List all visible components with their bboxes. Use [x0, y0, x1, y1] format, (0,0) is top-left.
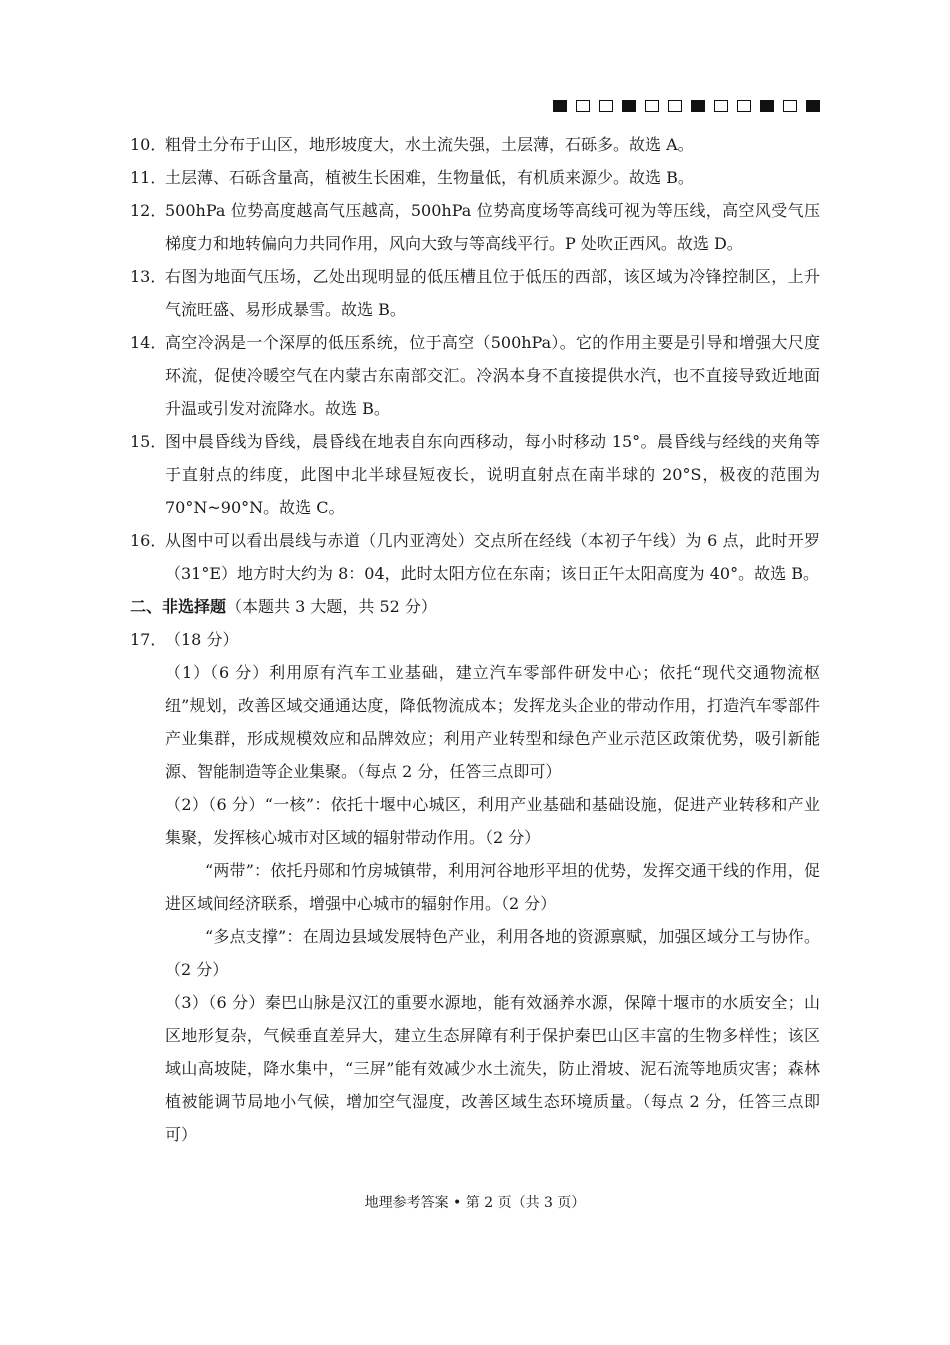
answer-item-16: [130, 524, 820, 590]
question-number: 15．: [130, 432, 167, 451]
header-mark: [553, 100, 567, 112]
answer-text: 高空冷涡是一个深厚的低压系统，位于高空（500hPa）。它的作用主要是引导和增强大尺度环流，促使冷暖空气在内蒙古东南部交汇。冷涡本身不直接提供水汽，也不直接导致近地面升温或引发对流降水。故选 B。: [165, 333, 820, 418]
section-title: 二、非选择题: [130, 597, 227, 616]
q17-part-1: （1）（6 分）利用原有汽车工业基础，建立汽车零部件研发中心；依托“现代交通物流枢纽”规划，改善区域交通通达度，降低物流成本；发挥龙头企业的带动作用，打造汽车零部件产业集群，形成规模效应和品牌效应；利用产业转型和绿色产业示范区政策优势，吸引新能源、智能制造等企业集聚。（每点 2 分，任答三点即可）: [165, 663, 820, 781]
question-17-header: [130, 623, 820, 656]
q17-part-2-multi-point: “多点支撑”：在周边县域发展特色产业，利用各地的资源禀赋，加强区域分工与协作。（2 分）: [165, 927, 820, 979]
question-number: 16．: [130, 531, 167, 550]
q17-part-2-two-belts: “两带”：依托丹郧和竹房城镇带，利用河谷地形平坦的优势，发挥交通干线的作用，促进区域间经济联系，增强中心城市的辐射作用。（2 分）: [165, 861, 820, 913]
header-mark: [760, 100, 774, 112]
q17-part-2: （2）（6 分）“一核”：依托十堰中心城区，利用产业基础和基础设施，促进产业转移和产业集聚，发挥核心城市对区域的辐射带动作用。（2 分）: [165, 795, 820, 847]
header-mark: [622, 100, 636, 112]
header-mark: [691, 100, 705, 112]
question-number: 11．: [130, 168, 167, 187]
answer-item-11: [130, 161, 820, 194]
answer-item-13: [130, 260, 820, 326]
answer-text: 右图为地面气压场，乙处出现明显的低压槽且位于低压的西部，该区域为冷锋控制区，上升气流旺盛、易形成暴雪。故选 B。: [165, 267, 820, 319]
answer-text: 从图中可以看出晨线与赤道（几内亚湾处）交点所在经线（本初子午线）为 6 点，此时开罗（31°E）地方时大约为 8：04，此时太阳方位在东南；该日正午太阳高度为 40°。故选 B。: [165, 531, 820, 583]
header-mark: [668, 100, 682, 112]
section-note: （本题共 3 大题，共 52 分）: [226, 597, 437, 616]
answer-text: 500hPa 位势高度越高气压越高，500hPa 位势高度场等高线可视为等压线，高空风受气压梯度力和地转偏向力共同作用，风向大致与等高线平行。P 处吹正西风。故选 D。: [165, 201, 820, 253]
question-score: （18 分）: [165, 630, 239, 649]
answer-item-15: [130, 425, 820, 524]
header-mark: [714, 100, 728, 112]
header-mark: [783, 100, 797, 112]
header-mark: [806, 100, 820, 112]
answer-item-14: [130, 326, 820, 425]
section-heading: [130, 590, 820, 623]
header-mark: [645, 100, 659, 112]
question-number: 13．: [130, 267, 167, 286]
answer-text: 土层薄、石砾含量高，植被生长困难，生物量低，有机质来源少。故选 B。: [165, 168, 694, 187]
answer-item-10: [130, 128, 820, 161]
answer-item-12: [130, 194, 820, 260]
answer-text: 图中晨昏线为昏线，晨昏线在地表自东向西移动，每小时移动 15°。晨昏线与经线的夹角等于直射点的纬度，此图中北半球昼短夜长，说明直射点在南半球的 20°S，极夜的范围为 70°N~90°N。故选 C。: [165, 432, 820, 517]
question-number: 17．: [130, 630, 167, 649]
header-marks: [553, 100, 820, 112]
q17-part-3: （3）（6 分）秦巴山脉是汉江的重要水源地，能有效涵养水源，保障十堰市的水质安全；山区地形复杂，气候垂直差异大，建立生态屏障有利于保护秦巴山区丰富的生物多样性；该区域山高坡陡，降水集中，“三屏”能有效减少水土流失，防止滑坡、泥石流等地质灾害；森林植被能调节局地小气候，增加空气湿度，改善区域生态环境质量。（每点 2 分，任答三点即可）: [165, 993, 820, 1144]
answer-text: 粗骨土分布于山区，地形坡度大，水土流失强，土层薄，石砾多。故选 A。: [165, 135, 694, 154]
question-number: 14．: [130, 333, 167, 352]
answer-content: [130, 128, 820, 1151]
header-mark: [737, 100, 751, 112]
page-footer: 地理参考答案 • 第 2 页（共 3 页）: [364, 1195, 586, 1211]
question-number: 10．: [130, 135, 167, 154]
header-mark: [599, 100, 613, 112]
question-number: 12．: [130, 201, 167, 220]
header-mark: [576, 100, 590, 112]
